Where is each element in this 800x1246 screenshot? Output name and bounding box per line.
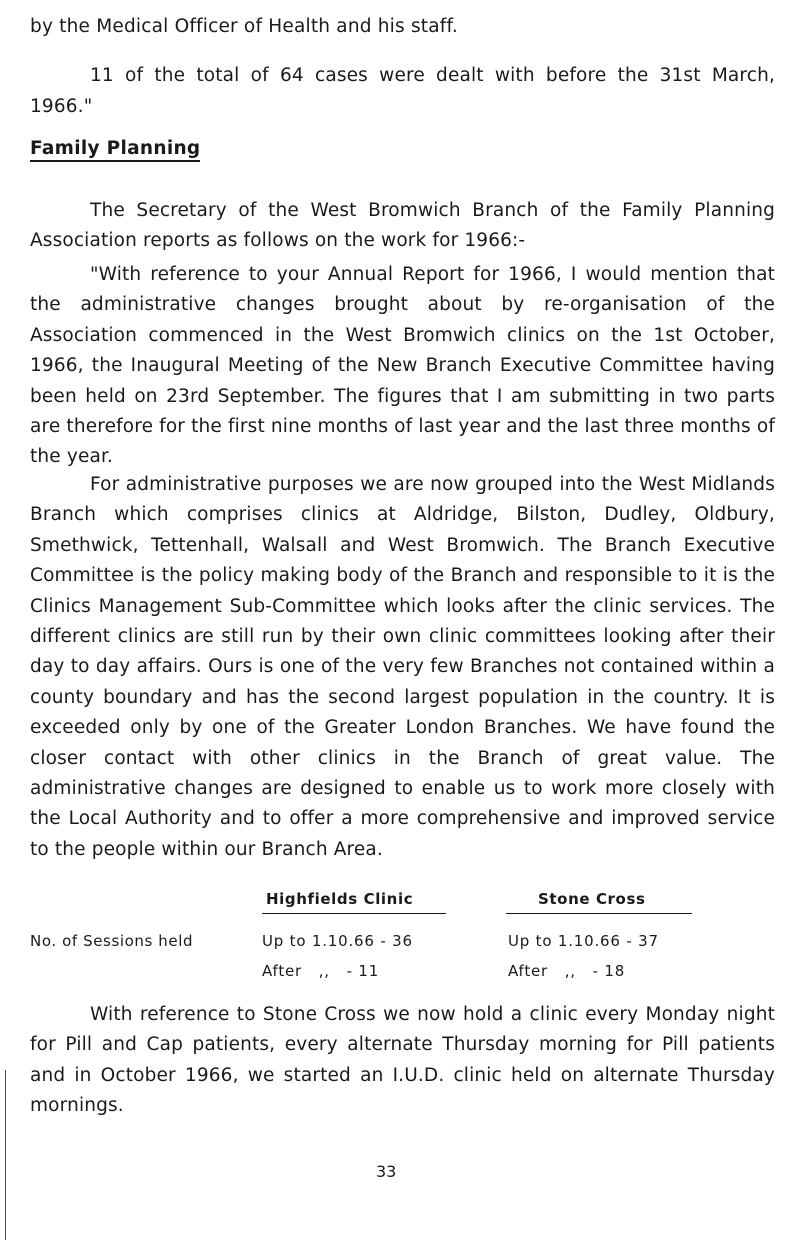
- stone-cross-row2: After ,, - 18: [508, 962, 626, 980]
- row-label: No. of Sessions held: [30, 932, 194, 950]
- top-line: by the Medical Officer of Health and his staff.: [30, 16, 458, 37]
- stone-cross-row1: Up to 1.10.66 - 37: [508, 932, 659, 950]
- closing-paragraph: With reference to Stone Cross we now hold a clinic every Monday night for Pill and Cap patients, every alternate Thursday morning for Pill patients and in October 1966, we started an I.U.D. clinic held on alternate Thursday mornings.: [30, 1004, 775, 1117]
- page-number: 33: [376, 1162, 397, 1181]
- stone-cross-underline: [506, 913, 692, 914]
- stone-cross-header: Stone Cross: [538, 890, 646, 908]
- margin-scan-line: [5, 1070, 6, 1240]
- quote-paragraph-2: For administrative purposes we are now grouped into the West Midlands Branch which comprises clinics at Aldridge, Bilston, Dudley, Oldbury, Smethwick, Tettenhall, Walsall and West Bromwich. The Branch Executive Committee is the policy making body of the Branch and responsible to it is the Clinics Management Sub-Committee which looks after the clinic services. The different clinics are still run by their own clinic committees looking after their day to day affairs. Ours is one of the very few Branches not contained within a county boundary and has the second largest population in the country. It is exceeded only by one of the Greater London Branches. We have found the closer contact with other clinics in the Branch of great value. The administrative changes are designed to enable us to work more closely with the Local Authority and to offer a more comprehensive and improved service to the people within our Branch Area.: [30, 474, 775, 860]
- previous-paragraph: 11 of the total of 64 cases were dealt with before the 31st March, 1966.": [30, 65, 775, 117]
- intro-paragraph: The Secretary of the West Bromwich Branch of the Family Planning Association reports as follows on the work for 1966:-: [30, 200, 775, 252]
- highfields-row1: Up to 1.10.66 - 36: [262, 932, 413, 950]
- highfields-header: Highfields Clinic: [266, 890, 414, 908]
- section-heading: Family Planning: [30, 138, 200, 162]
- quote-paragraph-1: "With reference to your Annual Report for 1966, I would mention that the administrative changes brought about by re-organisation of the Association commenced in the West Bromwich clinics on the 1st October, 1966, the Inaugural Meeting of the New Branch Executive Committee having been held on 23rd September. The figures that I am submitting in two parts are therefore for the first nine months of last year and the last three months of the year.: [30, 264, 775, 468]
- highfields-row2: After ,, - 11: [262, 962, 380, 980]
- highfields-underline: [262, 913, 446, 914]
